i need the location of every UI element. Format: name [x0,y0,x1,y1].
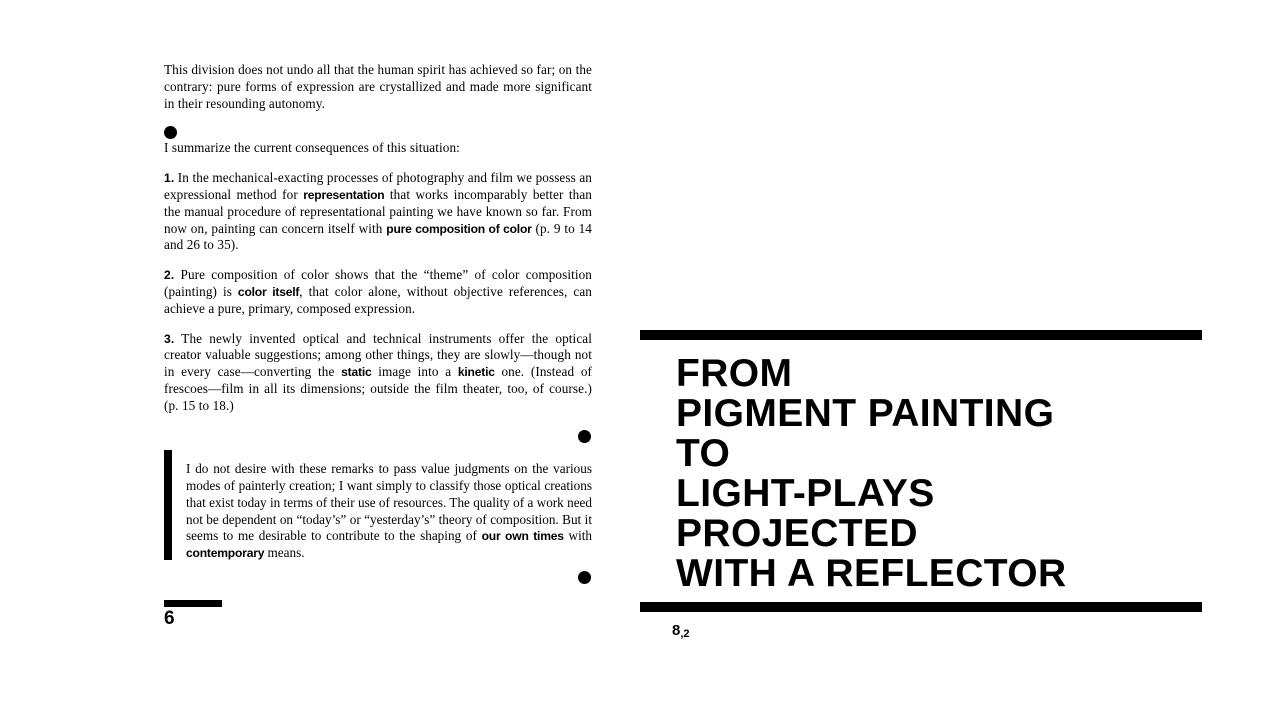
point-1-text-c: (p. 9 to 14 and 26 to 35). [164,220,592,253]
point-3-text-c: one. (Instead of frescoes—film in all its dimensions; outside the film theater, too, of course.) (p. 15 to 18.) [164,364,593,413]
point-1-text-b: that works incomparably better than the manual procedure of representational painting we have known so far. From now on, painting can concern itself with [164,186,592,236]
point-3-text-a: The newly invented optical and technical instruments offer the optical creator valuable suggestions; among other things, they are slowly—though not in every case—converting the [164,330,592,380]
point-3-emphasis-static: static [341,365,372,380]
point-2-text-a: Pure composition of color shows that the “theme” of color composition (painting) is [164,267,592,299]
folio-number: 6 [164,608,175,629]
right-page-folio [672,622,690,639]
quote-rule [164,450,172,560]
title-rule-top [640,330,1202,340]
paragraph-point-1 [164,170,592,254]
page-title-line-6: WITH A REFLECTOR [676,552,1067,595]
folio-rule [164,600,222,607]
quote-block [164,448,592,575]
page-title [676,354,1202,594]
point-1-number: 1. [164,171,175,186]
quote-text-b: with [563,528,593,544]
page-title-line-1: FROM [676,352,793,395]
point-1-emphasis-pure-composition: pure composition of color [386,221,532,236]
point-2-emphasis-color-itself: color itself [237,284,300,299]
right-folio-number: 8 [672,622,681,639]
quote-emphasis-contemporary: contemporary [186,546,265,561]
point-2-number: 2. [164,268,175,283]
bullet-dot-icon [578,430,591,443]
left-page-folio [164,600,222,630]
page-title-line-5: PROJECTED [676,512,918,555]
quote-text-a: I do not desire with these remarks to pass value judgments on the various modes of painterly creation; I want simply to classify those optical creations that exist today in terms of their use of resources. The quality of a work need not be dependent on “today’s” or “yesterday’s” theory of composition. But it seems to me desirable to contribute to the shaping of [186,461,592,544]
paragraph-summary-lead [164,140,592,157]
point-1-text-a: In the mechanical-exacting processes of photography and film we possess an expressional method for [164,170,592,202]
page-title-line-3: TO [676,432,731,475]
bullet-dot-icon [164,126,177,139]
title-rule-bottom [640,602,1202,612]
point-1-emphasis-representation: representation [303,187,385,202]
quote-emphasis-our-own-times: our own times [481,529,564,544]
paragraph-intro [164,62,592,112]
point-3-text-b: image into a [371,364,458,380]
paragraph-intro-text: This division does not undo all that the human spirit has achieved so far; on the contrary: pure forms of expression are crystallized and made more significant in their resounding autonomy. [164,62,592,111]
quote-text-c: means. [264,545,305,561]
right-folio-subnumber: ,2 [680,628,690,640]
paragraph-point-3 [164,331,592,415]
page-title-line-2: PIGMENT PAINTING [676,392,1055,435]
point-3-number: 3. [164,331,175,346]
paragraph-summary-lead-text: I summarize the current consequences of this situation: [164,140,460,156]
left-page [164,62,592,415]
point-3-emphasis-kinetic: kinetic [457,365,495,380]
quote-text [186,461,592,562]
paragraph-point-2 [164,267,592,317]
page-title-line-4: LIGHT-PLAYS [676,472,935,515]
point-2-text-b: , that color alone, without objective references, can achieve a pure, primary, composed expression. [164,283,592,316]
right-page [640,330,1202,612]
